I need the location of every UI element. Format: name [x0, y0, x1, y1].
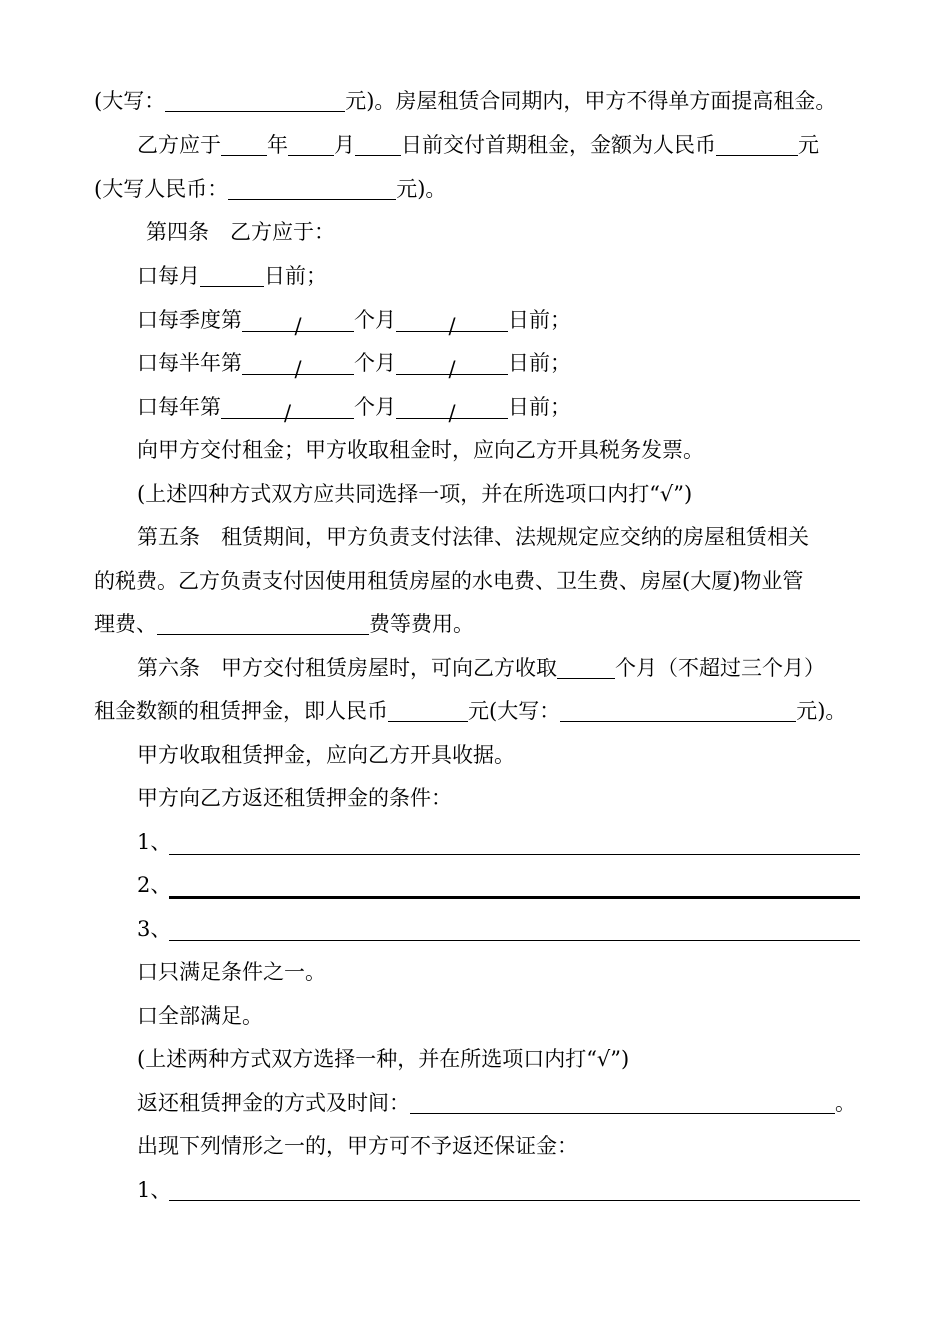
months-blank[interactable] [557, 656, 615, 679]
article-6-line: 第六条 甲方交付租赁房屋时，可向乙方收取 个月（不超过三个月） [137, 656, 825, 680]
amount-words-blank[interactable] [228, 177, 396, 200]
day-blank[interactable] [200, 264, 264, 287]
text-line: 向甲方交付租金；甲方收取租金时，应向乙方开具税务发票。 [137, 438, 704, 462]
text-line: (大写： 元)。房屋租赁合同期内，甲方不得单方面提高租金。 [94, 89, 837, 113]
text-line: 的税费。乙方负责支付因使用租赁房屋的水电费、卫生费、房屋(大厦)物业管 [94, 569, 804, 593]
checkbox-icon[interactable]: 口 [137, 351, 158, 375]
checkbox-icon[interactable]: 口 [137, 395, 158, 419]
text-line: 出现下列情形之一的，甲方可不予返还保证金： [137, 1134, 578, 1158]
day-blank[interactable]: / [396, 352, 508, 375]
article-5-line: 第五条 租赁期间，甲方负责支付法律、法规规定应交纳的房屋租赁相关 [137, 525, 809, 549]
article-4-title: 第四条 乙方应于： [146, 220, 335, 244]
text-line: (大写人民币： 元)。 [94, 177, 447, 201]
checkbox-icon[interactable]: 口 [137, 308, 158, 332]
month-blank[interactable]: / [242, 352, 354, 375]
text-line: 理费、 费等费用。 [94, 612, 474, 636]
month-blank[interactable]: / [242, 309, 354, 332]
amount-words-blank[interactable] [165, 89, 345, 112]
checkbox-icon[interactable]: 口 [137, 264, 158, 288]
checkbox-icon[interactable]: 口 [137, 960, 158, 984]
day-blank[interactable] [355, 133, 401, 156]
condition-label: 1、 [137, 1178, 172, 1202]
condition-label: 1、 [137, 830, 172, 854]
condition-label: 3、 [137, 917, 172, 941]
text-line: (上述四种方式双方应共同选择一项，并在所选项口内打“√”) [137, 482, 693, 506]
no-return-1-field[interactable] [169, 1200, 860, 1201]
text-line: 乙方应于 年 月 日前交付首期租金，金额为人民币 元 [137, 133, 819, 157]
year-blank[interactable] [221, 133, 267, 156]
choice-one: 口只满足条件之一。 [137, 957, 326, 987]
condition-label: 2、 [137, 873, 172, 897]
choice-all: 口全部满足。 [137, 1001, 263, 1031]
condition-1-field[interactable] [169, 854, 860, 855]
fee-blank[interactable] [157, 612, 369, 635]
option-quarterly: 口每季度第 / 个月 / 日前； [137, 305, 571, 335]
deposit-words-blank[interactable] [560, 699, 796, 722]
condition-3-field[interactable] [169, 940, 860, 941]
text-line: 租金数额的租赁押金，即人民币 元(大写： 元)。 [94, 699, 847, 723]
option-half-yearly: 口每半年第 / 个月 / 日前； [137, 348, 571, 378]
deposit-amount-blank[interactable] [388, 699, 468, 722]
option-yearly: 口每年第 / 个月 / 日前； [137, 392, 571, 422]
option-monthly: 口每月 日前； [137, 261, 327, 291]
condition-2-field[interactable] [169, 896, 860, 899]
text-line: (上述两种方式双方选择一种，并在所选项口内打“√”) [137, 1047, 630, 1071]
month-blank[interactable]: / [221, 396, 354, 419]
return-method-field[interactable] [410, 1091, 835, 1114]
amount-blank[interactable] [716, 133, 798, 156]
month-blank[interactable] [288, 133, 334, 156]
day-blank[interactable]: / [396, 309, 508, 332]
checkbox-icon[interactable]: 口 [137, 1004, 158, 1028]
day-blank[interactable]: / [396, 396, 508, 419]
return-method-line: 返还租赁押金的方式及时间： 。 [137, 1091, 856, 1115]
text-line: 甲方向乙方返还租赁押金的条件： [137, 786, 452, 810]
text-line: 甲方收取租赁押金，应向乙方开具收据。 [137, 743, 515, 767]
